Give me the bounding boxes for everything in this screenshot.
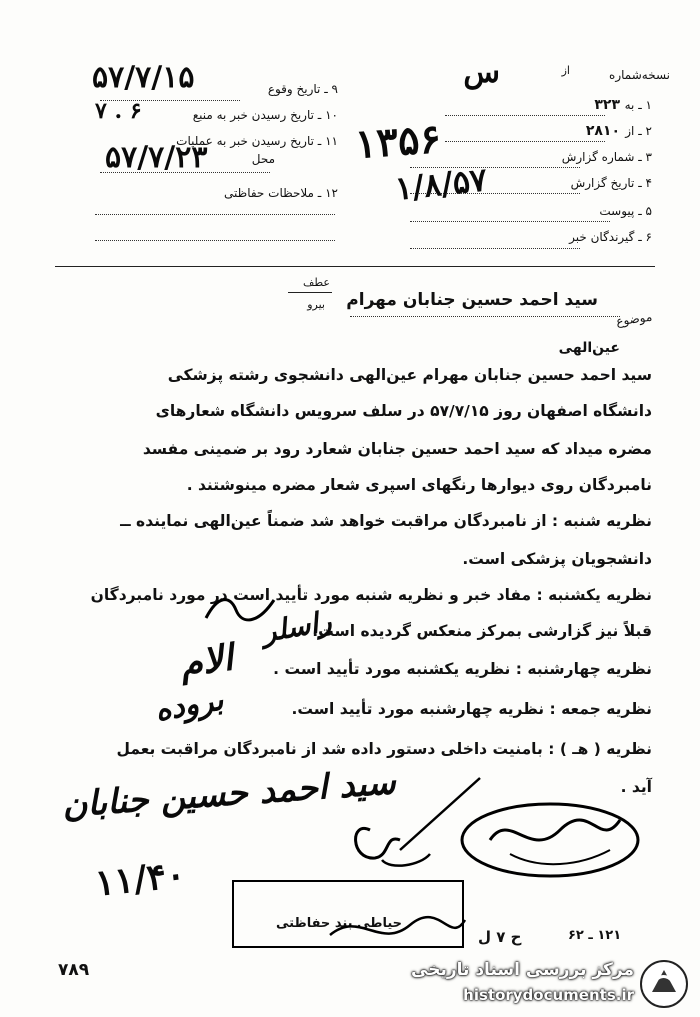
handwritten-occurrence-date: ۵۷/۷/۱۵ (92, 60, 195, 95)
dotted-line (95, 214, 335, 215)
from-label: ۲ ـ از (625, 124, 652, 138)
recipients-label: ۶ ـ گیرندگان خبر (569, 230, 652, 244)
handwritten-initial: بروده (152, 682, 226, 729)
body-line: مضره میداد که سید احمد حسین جنابان شعارد رود بر ضمینی مفسد (142, 440, 652, 458)
operations-date-label: ۱۱ ـ تاریخ رسیدن خبر به عملیات (176, 134, 338, 148)
handwritten-initial: راسلر (259, 604, 334, 649)
opinion-line: نظریه جمعه : نظریه چهارشنبه مورد تأیید است. (291, 700, 652, 718)
handwritten-source-mark: ۶ . ۷ (95, 98, 142, 124)
report-number-label: ۳ ـ شماره گزارش (561, 150, 652, 164)
security-notes-label: ۱۲ ـ ملاحظات حفاظتی (224, 186, 338, 200)
body-line: دانشگاه اصفهان روز ۵۷/۷/۱۵ در سلف سرویس دانشگاه شعارهای (155, 402, 652, 420)
subject-value: سید احمد حسین جنابان مهرام (346, 290, 598, 310)
atf-line (288, 292, 332, 293)
dotted-line (95, 240, 335, 241)
footer-code: ۱۲۱ ـ ۶۲ (568, 928, 622, 943)
opinion-line: نظریه یکشنبه : مفاد خبر و نظریه شنبه مورد تأیید است در مورد نامبردگان (90, 586, 652, 604)
biro-label: بیرو (307, 298, 325, 311)
footer-mark: ح ۷ ل (478, 928, 522, 946)
handwritten-squiggle (200, 590, 280, 630)
copy-number-of: از (561, 64, 570, 77)
opinion-line: نظریه ( هـ ) : بامنیت داخلی دستور داده شد از نامبردگان مراقبت بعمل (116, 740, 652, 758)
report-date-label: ۴ ـ تاریخ گزارش (570, 176, 652, 190)
handwritten-copy-number: س (463, 55, 500, 90)
body-line: سید احمد حسین جنابان مهرام عین‌الهی دانشجوی رشته پزشکی (167, 366, 652, 384)
source-date-label: ۱۰ ـ تاریخ رسیدن خبر به منبع (192, 108, 338, 122)
header-separator (55, 266, 655, 267)
subject-label: موضوع (615, 309, 653, 329)
watermark-logo-icon (638, 958, 690, 1010)
body-line: نامبردگان روی دیوارها رنگهای اسپری شعار مضره مینوشتند . (186, 476, 652, 494)
subject-addition: عین‌الهی (558, 340, 620, 356)
page-number: ۷۸۹ (58, 960, 90, 980)
handwritten-report-date: ۱/۸/۵۷ (393, 160, 489, 208)
stamp-text: حیاطی بند حفاظتی (275, 916, 402, 931)
body-line: دانشجویان پزشکی است. (462, 550, 652, 568)
location-label: محل (251, 152, 275, 166)
body-line: نظریه شنبه : از نامبردگان مراقبت خواهد شد ضمناً عین‌الهی نماینده ــ (120, 512, 652, 530)
dotted-line (445, 115, 605, 116)
attachment-label: ۵ ـ پیوست (599, 204, 652, 218)
dotted-line (410, 248, 580, 249)
to-value: ۳۲۳ (594, 97, 620, 113)
watermark-title: مرکز بررسی اسناد تاریخی (411, 960, 634, 980)
handwritten-name: سید احمد حسین جنابان (61, 762, 397, 826)
occurrence-date-label: ۹ ـ تاریخ وقوع (267, 82, 338, 96)
from-value: ۲۸۱۰ (585, 123, 620, 139)
opinion-line: آید . (620, 778, 652, 796)
watermark (410, 956, 692, 1014)
copy-number-label: نسخه‌شماره (609, 68, 670, 82)
handwritten-operations-date: ۵۷/۷/۲۳ (105, 140, 208, 175)
dotted-line (445, 141, 605, 142)
opinion-line: نظریه چهارشنبه : نظریه یکشنبه مورد تأیید است . (273, 660, 652, 678)
handwritten-number: ۱۱/۴۰ (93, 853, 188, 905)
signature-oval (450, 790, 650, 890)
handwritten-initial: الام (177, 636, 236, 686)
handwritten-report-number: ۱۳۵۶ (353, 115, 443, 168)
opinion-line: قبلاً نیز گزارشی بمرکز منعکس گردیده است. (312, 622, 652, 640)
dotted-line (350, 316, 620, 317)
to-label: ۱ ـ به (624, 98, 652, 112)
dotted-line (410, 221, 610, 222)
atf-label: عطف (303, 276, 330, 289)
dotted-line (100, 172, 270, 173)
stamp-signature (320, 905, 470, 955)
watermark-url: historydocuments.ir (463, 986, 634, 1004)
